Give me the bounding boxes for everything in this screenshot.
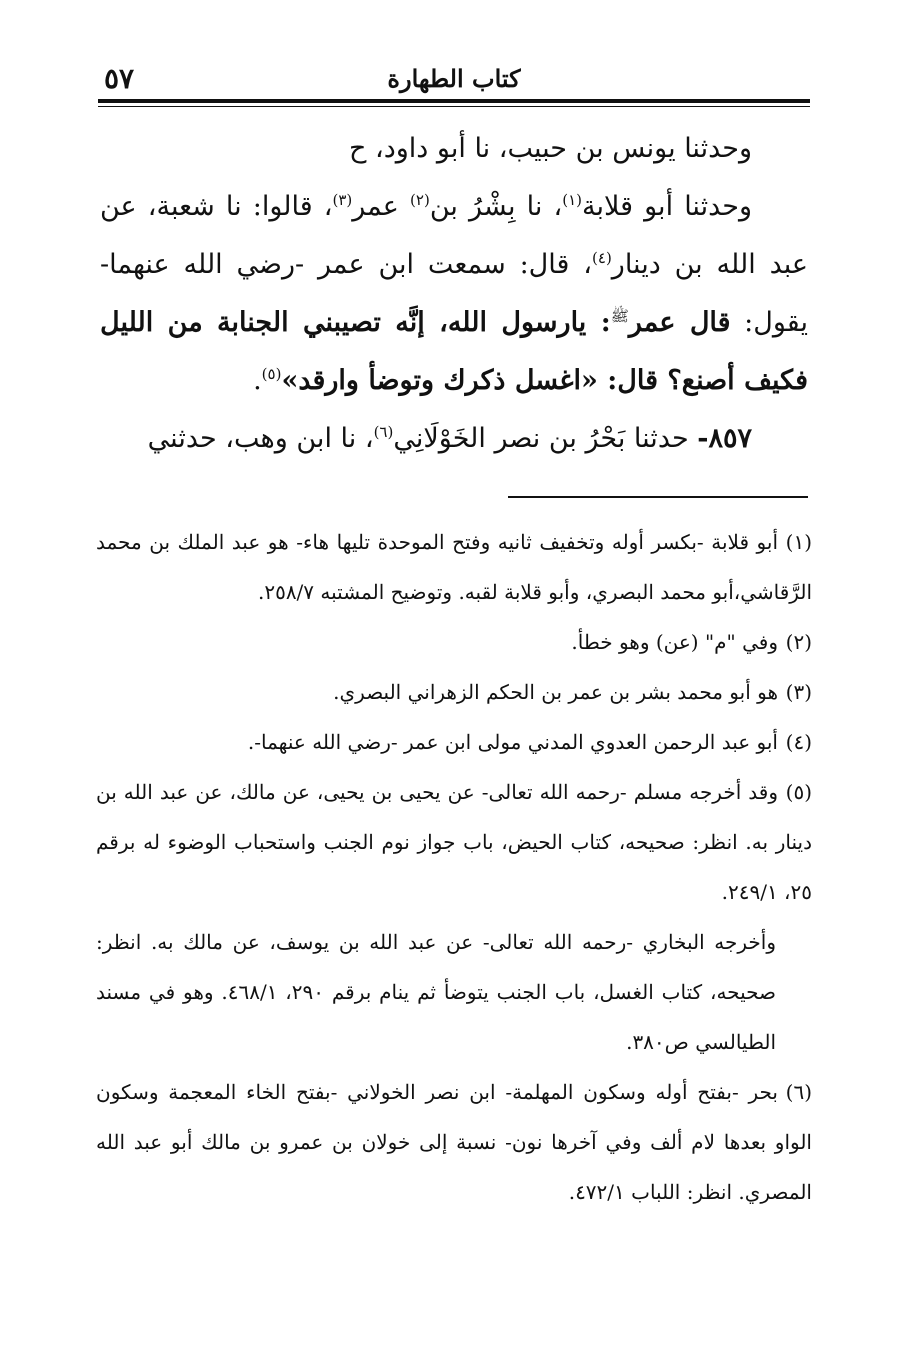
footnote-number: (٦) — [785, 1080, 812, 1104]
page-number: ٥٧ — [104, 62, 135, 95]
footnote-5-continuation — [96, 917, 812, 1067]
footnote-text: بحر -بفتح أوله وسكون المهلمة- ابن نصر الخولاني -بفتح الخاء المعجمة وسكون الواو بعدها لام ألف وفي آخرها نون- نسبة إلى خولان بن عمرو بن مالك أبو عبد الله المصري. انظر: اللباب ٤٧٢/١. — [96, 1080, 812, 1204]
footnote-text: وأخرجه البخاري -رحمه الله تعالى- عن عبد الله بن يوسف، عن مالك به. انظر: صحيحه، كتاب الغسل، باب الجنب يتوضأ ثم ينام برقم ٢٩٠، ٤٦٨/١. وهو في مسند الطيالسي ص٣٨٠. — [96, 930, 776, 1054]
text-segment: ، نا ابن وهب، حدثني — [147, 423, 374, 454]
footnote-3 — [96, 667, 812, 717]
bold-text: قال عمر — [628, 307, 731, 338]
footnote-text: أبو عبد الرحمن العدوي المدني مولى ابن عمر -رضي الله عنهما-. — [247, 730, 778, 754]
footnote-5 — [96, 767, 812, 917]
text-segment: . — [253, 365, 262, 396]
main-paragraph-2 — [100, 178, 808, 410]
book-title: كتاب الطهارة — [387, 64, 521, 93]
footnote-number: (١) — [785, 530, 812, 554]
footnote-2 — [96, 617, 812, 667]
footnote-number: (٢) — [785, 630, 812, 654]
running-header — [98, 58, 810, 102]
text-segment: عمر — [352, 191, 411, 222]
footnote-text: وقد أخرجه مسلم -رحمه الله تعالى- عن يحيى بن يحيى، عن مالك، عن عبد الله بن دينار به. انظر: صحيحه، كتاب الحيض، باب جواز نوم الجنب واستحباب الوضوء له برقم ٢٥، ٢٤٩/١. — [96, 780, 812, 904]
honorific-glyph: ﷺ — [610, 307, 629, 325]
footnote-number: (٥) — [785, 780, 812, 804]
footnote-ref-5: (٥) — [261, 365, 282, 383]
footnote-text: وفي "م" (عن) وهو خطأ. — [571, 630, 778, 654]
footnote-ref-6: (٦) — [373, 423, 394, 441]
header-rule-thick — [98, 99, 810, 103]
footnote-1 — [96, 517, 812, 617]
footnote-4 — [96, 717, 812, 767]
bold-hadith-text: : يارسول الله، إنَّه تصيبني الجنابة من الليل فكيف أصنع؟ قال: «اغسل ذكرك وتوضأ وارقد» — [100, 307, 808, 396]
main-paragraph-3 — [100, 410, 808, 468]
footnote-ref-2: (٢) — [410, 191, 430, 209]
footnotes — [96, 517, 812, 1217]
text-segment: ، نا بِشْرُ بن — [429, 191, 563, 222]
footnote-number: (٤) — [785, 730, 812, 754]
main-line-1: وحدثنا يونس بن حبيب، نا أبو داود، ح — [349, 133, 752, 164]
hadith-number: ٨٥٧- — [697, 423, 752, 454]
text-segment: ، قالوا: نا شعبة، عن عبد الله بن دينار — [100, 191, 808, 280]
text-segment: وحدثنا أبو قلابة — [581, 191, 752, 222]
footnote-6 — [96, 1067, 812, 1217]
footnote-number: (٣) — [785, 680, 812, 704]
footnote-ref-3: (٣) — [332, 191, 353, 209]
footnote-text: أبو قلابة -بكسر أوله وتخفيف ثانيه وفتح الموحدة تليها هاء- هو عبد الملك بن محمد الرَّقاشي،أبو محمد البصري، وأبو قلابة لقبه. وتوضيح المشتبه ٢٥٨/٧. — [96, 530, 812, 604]
footnote-ref-4: (٤) — [592, 249, 612, 267]
footnote-separator — [508, 496, 808, 498]
header-rule-thin — [98, 106, 810, 107]
main-text — [100, 120, 808, 468]
text-segment: ، قال: سمعت ابن عمر -رضي الله عنهما- يقول: — [100, 249, 808, 338]
text-segment: حدثنا بَحْرُ بن نصر الخَوْلَانِي — [393, 423, 698, 454]
footnote-ref-1: (١) — [562, 191, 582, 209]
footnote-text: هو أبو محمد بشر بن عمر بن الحكم الزهراني البصري. — [333, 680, 778, 704]
